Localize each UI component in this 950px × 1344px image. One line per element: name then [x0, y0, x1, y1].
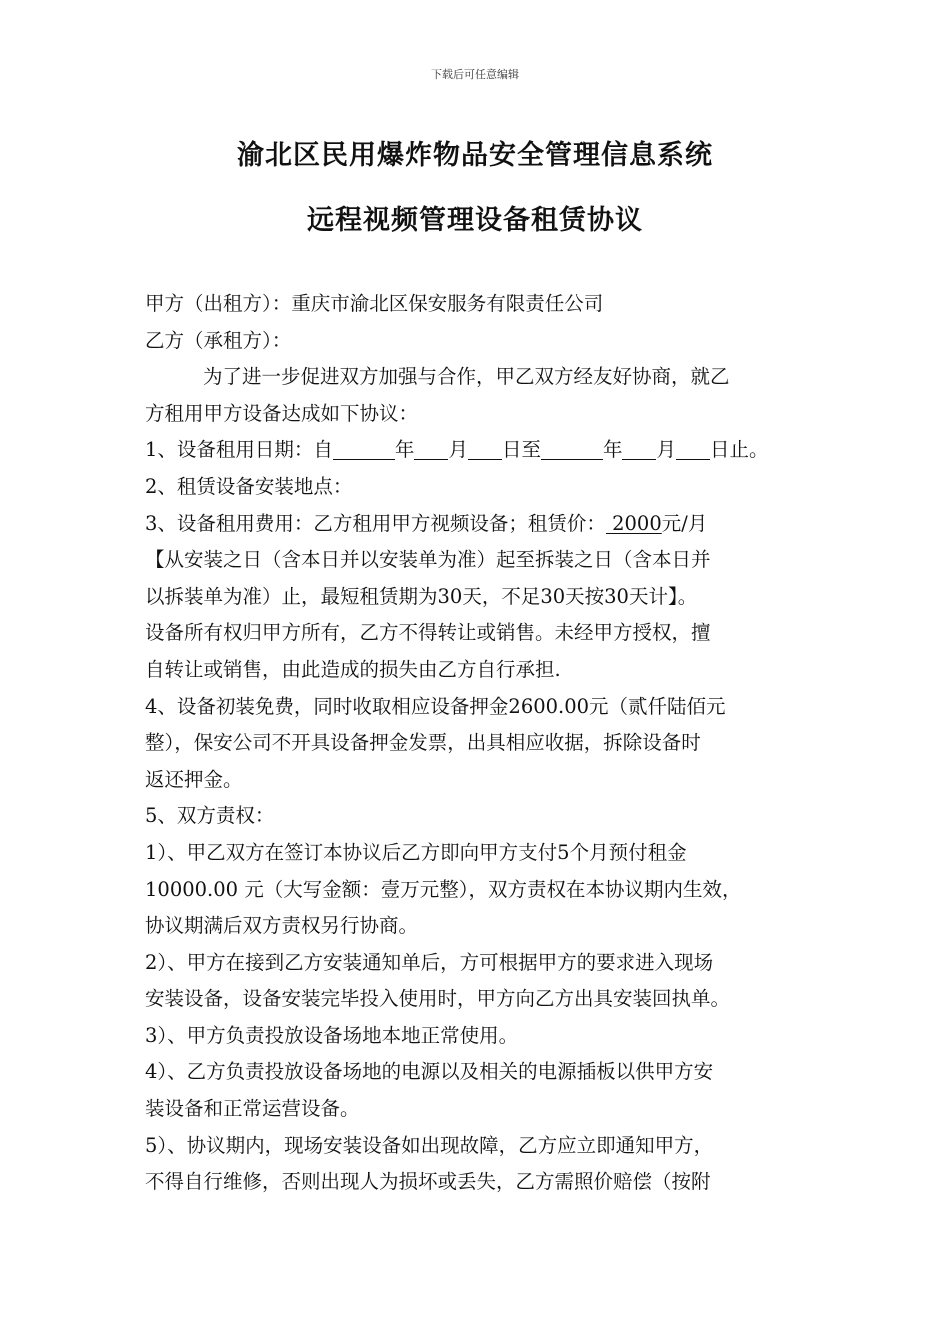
item-5-5-line-1: 5）、协议期内，现场安装设备如出现故障，乙方应立即通知甲方， [145, 1133, 714, 1157]
item-1-prefix: 1、设备租用日期：自 [145, 438, 333, 462]
item-5-1-line-1: 1）、甲乙双方在签订本协议后乙方即向甲方支付5个月预付租金 [145, 840, 687, 864]
item-3-unit: 元/月 [661, 511, 708, 535]
document-title-line-2: 远程视频管理设备租赁协议 [307, 205, 643, 236]
header-note: 下载后可任意编辑 [431, 68, 519, 81]
item-3-line-4: 设备所有权归甲方所有，乙方不得转让或销售。未经甲方授权，擅 [145, 621, 711, 645]
item-1-year2-label: 年 [602, 438, 623, 462]
item-5-4-line-2: 装设备和正常运营设备。 [145, 1097, 360, 1121]
party-b-line: 乙方（承租方）： [145, 328, 292, 352]
item-5-4-line-1: 4）、乙方负责投放设备场地的电源以及相关的电源插板以供甲方安 [145, 1060, 714, 1084]
item-5-1-line-2: 10000.00 元（大写金额：壹万元整），双方责权在本协议期内生效， [145, 877, 742, 901]
document-title-line-1: 渝北区民用爆炸物品安全管理信息系统 [237, 140, 713, 171]
party-a-line: 甲方（出租方）：重庆市渝北区保安服务有限责任公司 [145, 292, 604, 315]
item-4-line-2: 整），保安公司不开具设备押金发票，出具相应收据，拆除设备时 [145, 731, 701, 755]
item-4-line-3: 返还押金。 [145, 767, 243, 791]
start-day-blank[interactable] [468, 437, 502, 460]
item-1-year-label: 年 [394, 438, 415, 462]
agreement-body [145, 286, 813, 1201]
item-4-line-1: 4、设备初装免费，同时收取相应设备押金2600.00元（贰仟陆佰元 [145, 694, 726, 718]
item-5-heading: 5、双方责权： [145, 804, 275, 828]
item-1-month2-label: 月 [656, 438, 676, 462]
item-5-2-line-2: 安装设备，设备安装完毕投入使用时，甲方向乙方出具安装回执单。 [145, 987, 731, 1011]
item-1-day-to-label: 日至 [501, 438, 541, 462]
item-5-3-line: 3）、甲方负责投放设备场地本地正常使用。 [145, 1023, 519, 1047]
intro-line-2: 方租用甲方设备达成如下协议： [145, 401, 419, 425]
item-3-line-2: 【从安装之日（含本日并以安装单为准）起至拆装之日（含本日并 [145, 548, 711, 572]
rental-price: 2000 [605, 511, 662, 535]
start-month-blank[interactable] [414, 437, 448, 460]
start-year-blank[interactable] [333, 437, 395, 460]
end-month-blank[interactable] [622, 437, 656, 460]
item-3-prefix: 3、设备租用费用：乙方租用甲方视频设备；租赁价： [145, 511, 606, 535]
end-day-blank[interactable] [676, 437, 710, 460]
item-5-2-line-1: 2）、甲方在接到乙方安装通知单后，方可根据甲方的要求进入现场 [145, 950, 714, 974]
item-3-line-5: 自转让或销售，由此造成的损失由乙方自行承担. [145, 657, 561, 681]
item-1-month-label: 月 [448, 438, 468, 462]
item-2-install-location: 2、租赁设备安装地点： [145, 474, 353, 498]
intro-line-1: 为了进一步促进双方加强与合作，甲乙双方经友好协商，就乙 [203, 365, 730, 389]
item-5-1-line-3: 协议期满后双方责权另行协商。 [145, 914, 419, 938]
end-year-blank[interactable] [541, 437, 603, 460]
item-1-rental-period [145, 432, 813, 469]
item-3-line-3: 以拆装单为准）止，最短租赁期为30天，不足30天按30天计】。 [145, 584, 698, 608]
item-3-rental-fee [145, 506, 813, 543]
item-5-5-line-2: 不得自行维修，否则出现人为损坏或丢失，乙方需照价赔偿（按附 [145, 1170, 711, 1194]
item-1-end-label: 日止。 [710, 438, 769, 462]
